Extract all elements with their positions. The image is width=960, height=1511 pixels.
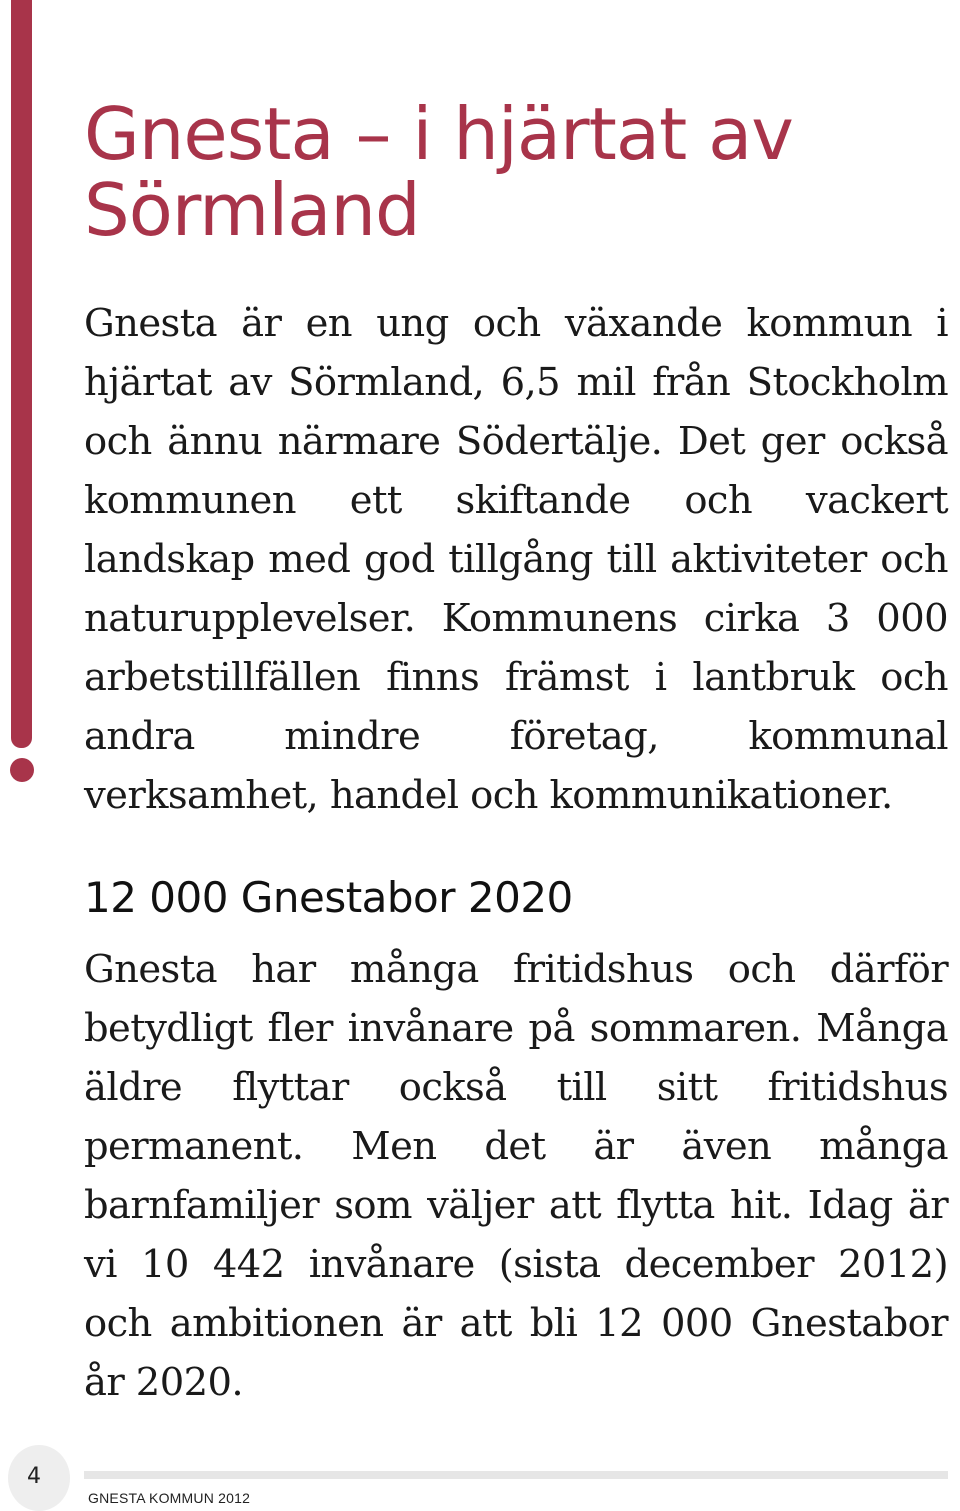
section-heading: 12 000 Gnestabor 2020: [84, 873, 573, 922]
accent-bar: [11, 0, 32, 748]
section-paragraph: Gnesta har många fritidshus och därför betydligt fler invånare på sommaren. Många äldre flyttar också till sitt fritidshus permanent. Men det är även många barnfamiljer som väljer att flytta hit. Idag är vi 10 442 invånare (sista december 2012) och ambitionen är att bli 12 000 Gnestabor år 2020.: [84, 947, 948, 1405]
intro-paragraph: Gnesta är en ung och växande kommun i hjärtat av Sörmland, 6,5 mil från Stockholm och ännu närmare Södertälje. Det ger också kommunen ett skiftande och vackert landskap med god tillgång till aktiviteter och naturupplevelser. Kommunens cirka 3 000 arbetstillfällen finns främst i lantbruk och andra mindre företag, kommunal verksamhet, handel och kommunikationer.: [84, 301, 948, 818]
page-title: Gnesta – i hjärtat av Sörmland: [84, 92, 793, 252]
page-number: 4: [27, 1464, 41, 1489]
footer-rule: [84, 1471, 948, 1479]
accent-dot: [10, 758, 34, 782]
footer-publication: GNESTA KOMMUN 2012: [88, 1490, 251, 1506]
